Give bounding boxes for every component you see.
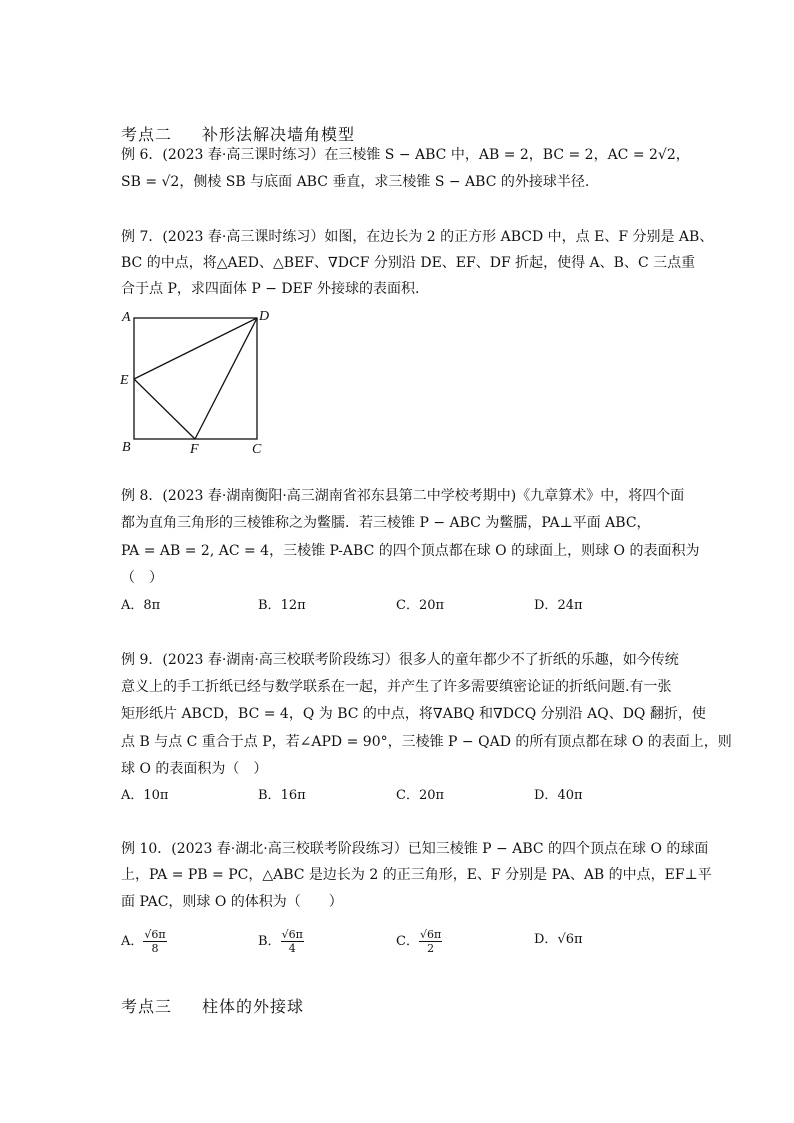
square-fold-figure: [115, 303, 280, 458]
ex9-option-b: B．16π: [258, 788, 306, 803]
ex9-line-3: 矩形纸片 ABCD，BC = 4，Q 为 BC 的中点，将∇ABQ 和∇DCQ 分别沿 AQ、DQ 翻折，使: [121, 706, 706, 722]
ex8-option-d: D．24π: [534, 598, 583, 613]
ex9-option-c: C．20π: [396, 788, 445, 803]
ex10-line-1: 例 10．(2023 春·湖北·高三校联考阶段练习）已知三棱锥 P − ABC 的四个顶点在球 O 的球面: [121, 841, 709, 857]
ex9-line-5: 球 O 的表面积为（ ）: [121, 761, 268, 777]
ex6-line-2: SB = √2，侧棱 SB 与底面 ABC 垂直，求三棱锥 S − ABC 的外接球半径.: [121, 174, 590, 190]
ex8-option-a: A．8π: [121, 598, 161, 613]
ex10-option-a: A． $\frac{√6\pi}{8}$: [121, 928, 166, 955]
segment-fd: [195, 318, 257, 439]
section-title: 补形法解决墙角模型: [202, 125, 356, 144]
ex8-line-1: 例 8．(2023 春·湖南衡阳·高三湖南省祁东县第二中学校考期中)《九章算术》中，将四个面: [121, 488, 685, 504]
ex8-line-2: 都为直角三角形的三棱锥称之为鳖臑．若三棱锥 P − ABC 为鳖臑，PA⊥平面 ABC，: [121, 515, 651, 531]
ex9-line-1: 例 9．(2023 春·湖南·高三校联考阶段练习）很多人的童年都少不了折纸的乐趣，如今传统: [121, 652, 679, 668]
square-abcd: [134, 318, 257, 439]
ex9-line-4: 点 B 与点 C 重合于点 P，若∠APD = 90°，三棱锥 P − QAD 的所有顶点都在球 O 的表面上，则: [121, 734, 732, 750]
ex10-line-2: 上，PA = PB = PC，△ABC 是边长为 2 的正三角形，E、F 分别是 PA、AB 的中点，EF⊥平: [121, 867, 712, 883]
vertex-label-e: E: [120, 373, 129, 388]
ex6-line-1: 例 6．(2023 春·高三课时练习）在三棱锥 S − ABC 中，AB = 2，BC = 2，AC = 2√2，: [121, 147, 690, 163]
ex8-option-c: C．20π: [396, 598, 445, 613]
ex10-option-b: B． $\frac{√6\pi}{4}$: [258, 928, 303, 955]
ex9-line-2: 意义上的手工折纸已经与数学联系在一起，并产生了许多需要缜密论证的折纸问题.有一张: [121, 679, 672, 695]
ex9-option-a: A．10π: [121, 788, 169, 803]
ex10-option-c: C． $\frac{√6\pi}{2}$: [396, 928, 442, 955]
vertex-label-a: A: [122, 310, 131, 325]
vertex-label-d: D: [259, 309, 270, 324]
vertex-label-f: F: [190, 442, 199, 457]
ex7-line-2: BC 的中点，将△AED、△BEF、∇DCF 分别沿 DE、EF、DF 折起，使得 A、B、C 三点重: [121, 255, 696, 271]
section-label: 考点三: [121, 997, 173, 1016]
ex10-line-3: 面 PAC，则球 O 的体积为（ ）: [121, 894, 343, 910]
segment-ef: [134, 379, 195, 439]
section-heading-2: [121, 122, 355, 145]
ex9-option-d: D．40π: [534, 788, 583, 803]
ex8-line-4: （ ）: [121, 570, 163, 586]
ex7-line-1: 例 7．(2023 春·高三课时练习）如图，在边长为 2 的正方形 ABCD 中，点 E、F 分别是 AB、: [121, 229, 714, 245]
vertex-label-c: C: [252, 442, 262, 457]
ex7-line-3: 合于点 P，求四面体 P − DEF 外接球的表面积.: [121, 281, 420, 297]
ex10-option-d: D．√6π: [534, 932, 583, 947]
section-heading-3: [121, 994, 304, 1017]
segment-ed: [134, 318, 257, 379]
vertex-label-b: B: [122, 440, 131, 455]
ex8-option-b: B．12π: [258, 598, 306, 613]
section-label: 考点二: [121, 125, 173, 144]
section-title: 柱体的外接球: [202, 997, 305, 1016]
ex8-line-3: PA = AB = 2, AC = 4，三棱锥 P-ABC 的四个顶点都在球 O 的球面上，则球 O 的表面积为: [121, 543, 700, 559]
